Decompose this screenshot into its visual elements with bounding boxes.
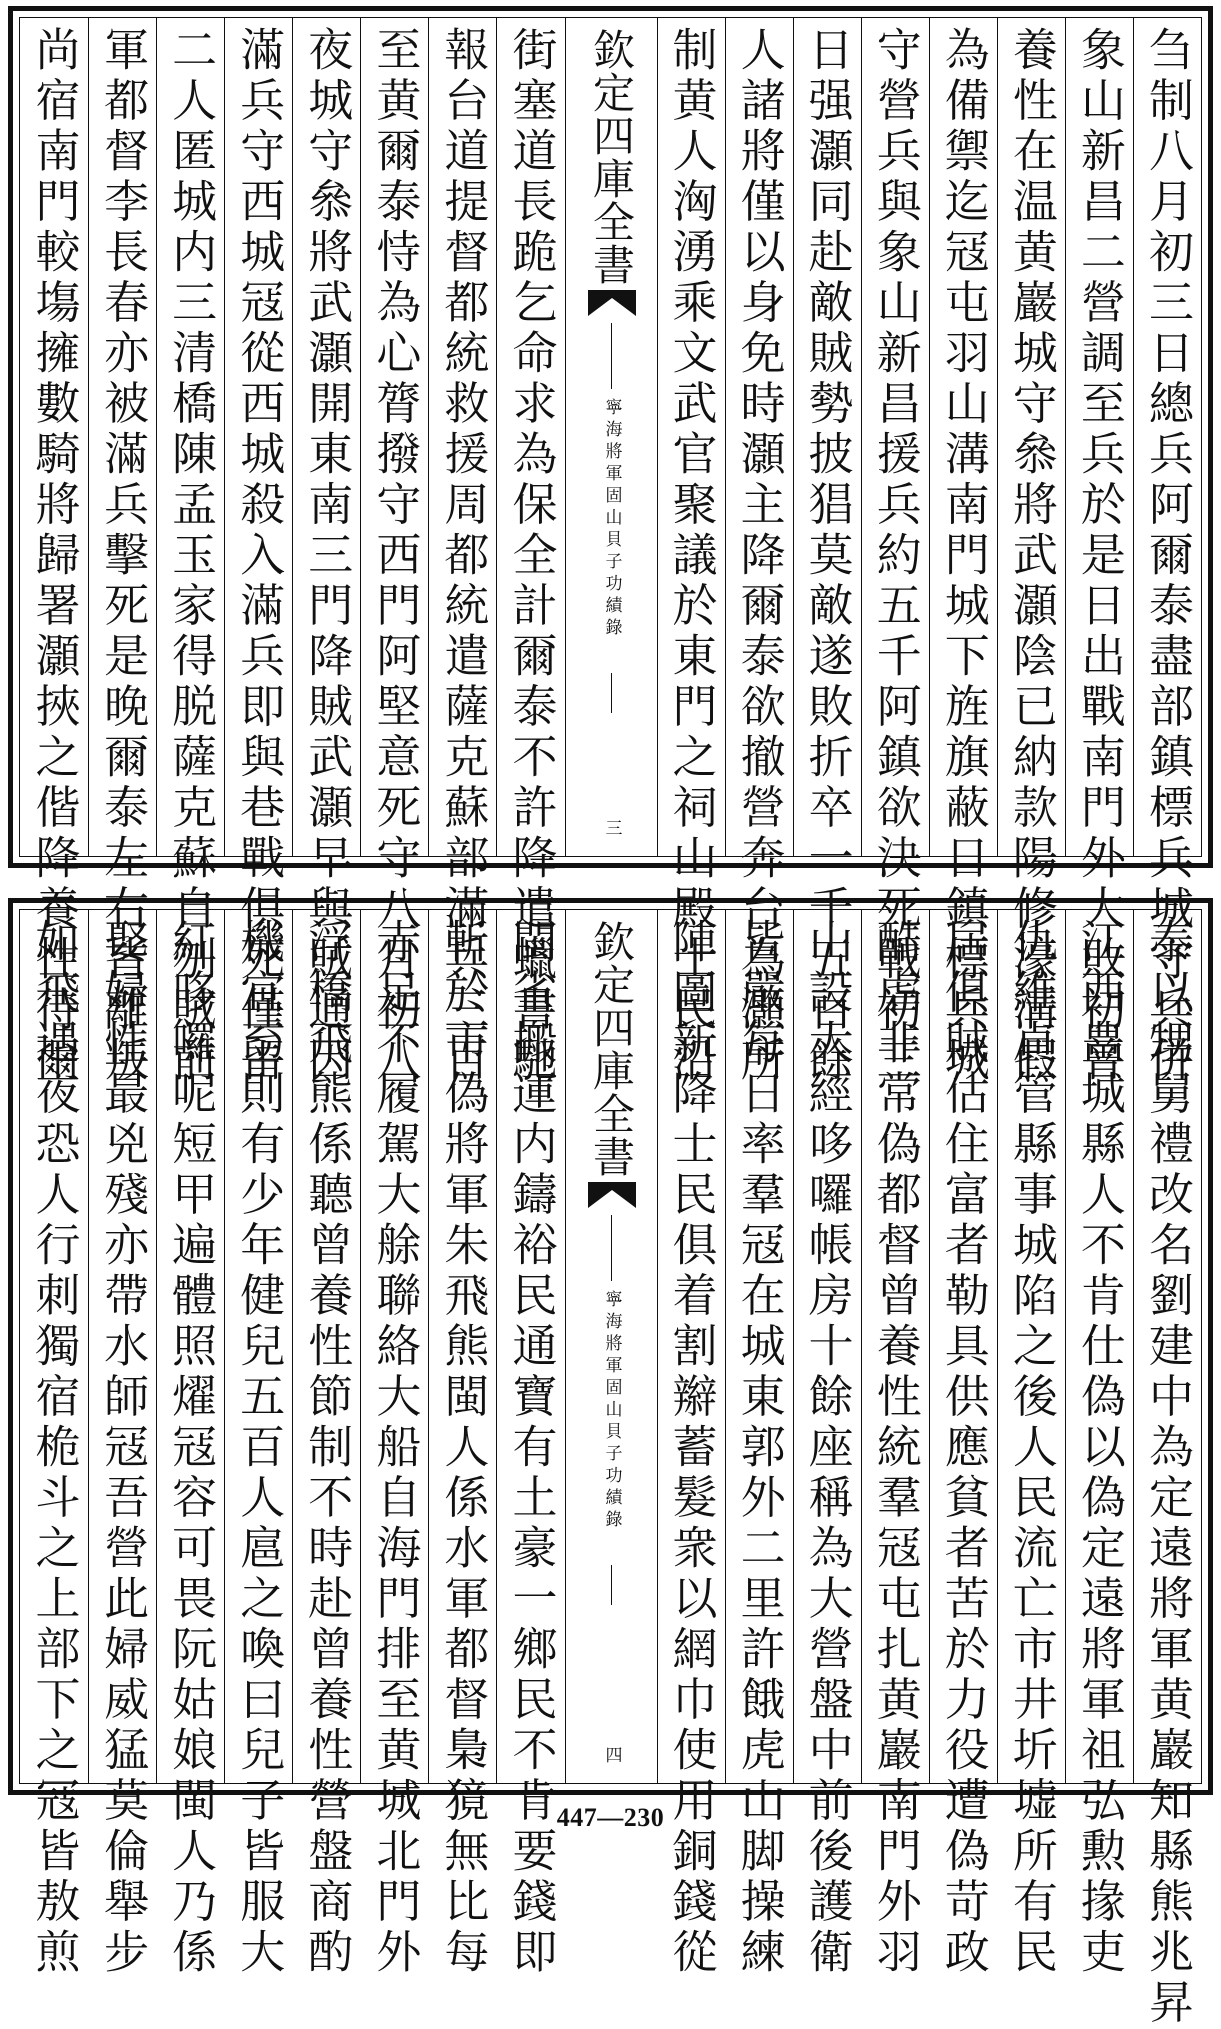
text-column bbox=[20, 910, 88, 1979]
column-text: 二人匿城内三清橋陳孟玉家得脱薩克蘇自刎賊前 bbox=[164, 26, 218, 1087]
column-text: 守營兵與象山新昌援兵約五千阿鎮欲決死戰初三 bbox=[868, 26, 922, 1087]
page-footer-number: 447—230 bbox=[556, 1803, 665, 1832]
fishtail-mark-icon bbox=[588, 290, 636, 316]
center-rule bbox=[611, 1215, 613, 1281]
text-column bbox=[224, 910, 292, 1979]
column-text: 泰以甥舅禮改名劉建中為定遠將軍黄巖知縣熊兆昇 bbox=[1140, 918, 1194, 2029]
center-rule bbox=[611, 323, 613, 389]
column-text: 象山新昌二營調至兵於是日出戰南門外大敗初曾 bbox=[1072, 26, 1126, 1087]
text-column bbox=[156, 910, 224, 1979]
column-text: 山設大經哆囉帳房十餘座稱為大營盤中前後護衛 bbox=[800, 918, 854, 1979]
column-text: 街塞道長跪乞命求為保全計爾泰不許降遣蠟書馳 bbox=[504, 26, 558, 1087]
folio-number: 四 bbox=[601, 1746, 622, 1763]
center-rule bbox=[611, 673, 613, 713]
column-text: 報台道提督都統救援周都統遣薩克蘇部滿兵三百 bbox=[436, 26, 490, 1087]
column-text: 斬於市偽將軍朱飛熊閩人係水軍都督梟獍無比每 bbox=[436, 918, 490, 1979]
text-column bbox=[657, 18, 725, 1087]
column-text: 刍制八月初三日總兵阿爾泰盡部鎮標兵城守兵併 bbox=[1140, 26, 1194, 1087]
text-column bbox=[88, 18, 156, 1087]
upper-page-frame bbox=[8, 6, 1213, 1087]
column-text: 人諸將僅以身免時灝主降爾泰欲撤營奔台為灝所 bbox=[732, 26, 786, 1087]
text-column bbox=[725, 910, 793, 1979]
column-text: 制黄人洶湧乘文武官聚議於東門之祠山殿士民沿 bbox=[664, 26, 718, 1087]
column-text: 娶婦性最兇殘亦帶水師冦吾營此婦威猛莫倫舉步 bbox=[96, 918, 150, 1979]
center-header-title: 欽定四庫全書 bbox=[587, 920, 636, 1178]
column-text: 酷虐非常偽都督曾養性統羣冦屯扎黄巖南門外羽 bbox=[868, 918, 922, 1979]
center-book-title: 寧海將軍固山貝子功績錄 bbox=[601, 1290, 622, 1532]
column-text: 浮橋飛熊係聽曾養性節制不時赴曾養性營盤商酌 bbox=[300, 918, 354, 1979]
column-text: 仇維貞管縣事城陷之後人民流亡市井圻墟所有民 bbox=[1004, 918, 1058, 1979]
text-column bbox=[1065, 18, 1133, 1087]
text-column bbox=[156, 18, 224, 1087]
column-text: 為備禦迄冦屯羽山溝南門城下旌旗蔽日鎮標兵城 bbox=[936, 26, 990, 1087]
text-column bbox=[657, 910, 725, 1979]
text-column bbox=[496, 910, 564, 1979]
column-text: 日强灝同赴敵賊勢披猖莫敵遂敗折卒一千五百餘 bbox=[800, 26, 854, 1087]
column-text: 陣圖新降士民俱着割辮蓄髮衆以網巾使用銅錢從 bbox=[664, 918, 718, 1979]
text-column bbox=[793, 18, 861, 1087]
column-text: 閩省搬運内鑄裕民通寶有土豪一鄉民不肯要錢即 bbox=[504, 918, 558, 1979]
text-column bbox=[793, 910, 861, 1979]
text-column bbox=[360, 910, 428, 1979]
center-header-title: 欽定四庫全書 bbox=[587, 28, 636, 286]
column-text: 赤足不履駕大艅聯絡大船自海門排至黄城北門外 bbox=[368, 918, 422, 1979]
column-text: 居俱賊估住富者勒具供應貧者苦於力役遭偽苛政 bbox=[936, 918, 990, 1979]
text-column bbox=[20, 18, 88, 1087]
column-text: 皆嚴每日率羣冦在城東郭外二里許餓虎山脚操練 bbox=[732, 918, 786, 1979]
text-column bbox=[88, 910, 156, 1979]
text-column bbox=[224, 18, 292, 1087]
column-text: 尚宿南門較塲擁數騎將歸署灝挾之偕降養性待爾 bbox=[27, 26, 81, 1087]
text-column bbox=[496, 18, 564, 1087]
text-column bbox=[1133, 910, 1201, 2029]
center-fold bbox=[565, 910, 657, 1783]
text-column bbox=[292, 910, 360, 1979]
text-column bbox=[929, 910, 997, 1979]
text-column bbox=[1065, 910, 1133, 1979]
text-column bbox=[1133, 18, 1201, 1087]
text-column bbox=[997, 18, 1065, 1087]
fishtail-mark-icon bbox=[588, 1182, 636, 1208]
column-text: 江西豊城縣人不肯仕偽以偽定遠將軍祖弘勲掾吏 bbox=[1072, 918, 1126, 1979]
text-column bbox=[997, 910, 1065, 1979]
text-column bbox=[428, 18, 496, 1087]
text-column bbox=[725, 18, 793, 1087]
text-column bbox=[360, 18, 428, 1087]
text-column bbox=[428, 910, 496, 1979]
center-book-title: 寧海將軍固山貝子功績錄 bbox=[601, 398, 622, 640]
column-text: 滿兵守西城冦從西城殺入滿兵即與巷戰俱死僅留 bbox=[232, 26, 286, 1087]
text-column bbox=[861, 910, 929, 1979]
text-column bbox=[929, 18, 997, 1087]
column-text: 紅哆囉呢短甲遍體照燿冦容可畏阮姑娘閩人乃係 bbox=[164, 918, 218, 1979]
column-text: 如飛遇夜恐人行刺獨宿桅斗之上部下之冦皆敖煎 bbox=[27, 918, 81, 1979]
center-rule bbox=[611, 1565, 613, 1605]
text-column bbox=[861, 18, 929, 1087]
folio-number: 三 bbox=[601, 819, 622, 836]
text-column bbox=[292, 18, 360, 1087]
upper-page-inner-frame bbox=[19, 17, 1202, 1087]
column-text: 軍都督李長春亦被滿兵擊死是晚爾泰左右皆離叛 bbox=[96, 26, 150, 1087]
column-text: 夜城守叅將武灝開東南三門降賊武灝早與賊通因 bbox=[300, 26, 354, 1087]
column-text: 養性在温黄巖城守叅將武灝陰已納款陽修濠溝假 bbox=[1004, 26, 1058, 1087]
column-text: 至黄爾泰恃為心膂撥守西門阿堅意死守八月初八 bbox=[368, 26, 422, 1087]
upper-page-columns bbox=[20, 18, 1201, 1087]
center-fold bbox=[565, 18, 657, 856]
column-text: 機宜至則有少年健兒五百人扈之喚曰兒子皆服大 bbox=[232, 918, 286, 1979]
